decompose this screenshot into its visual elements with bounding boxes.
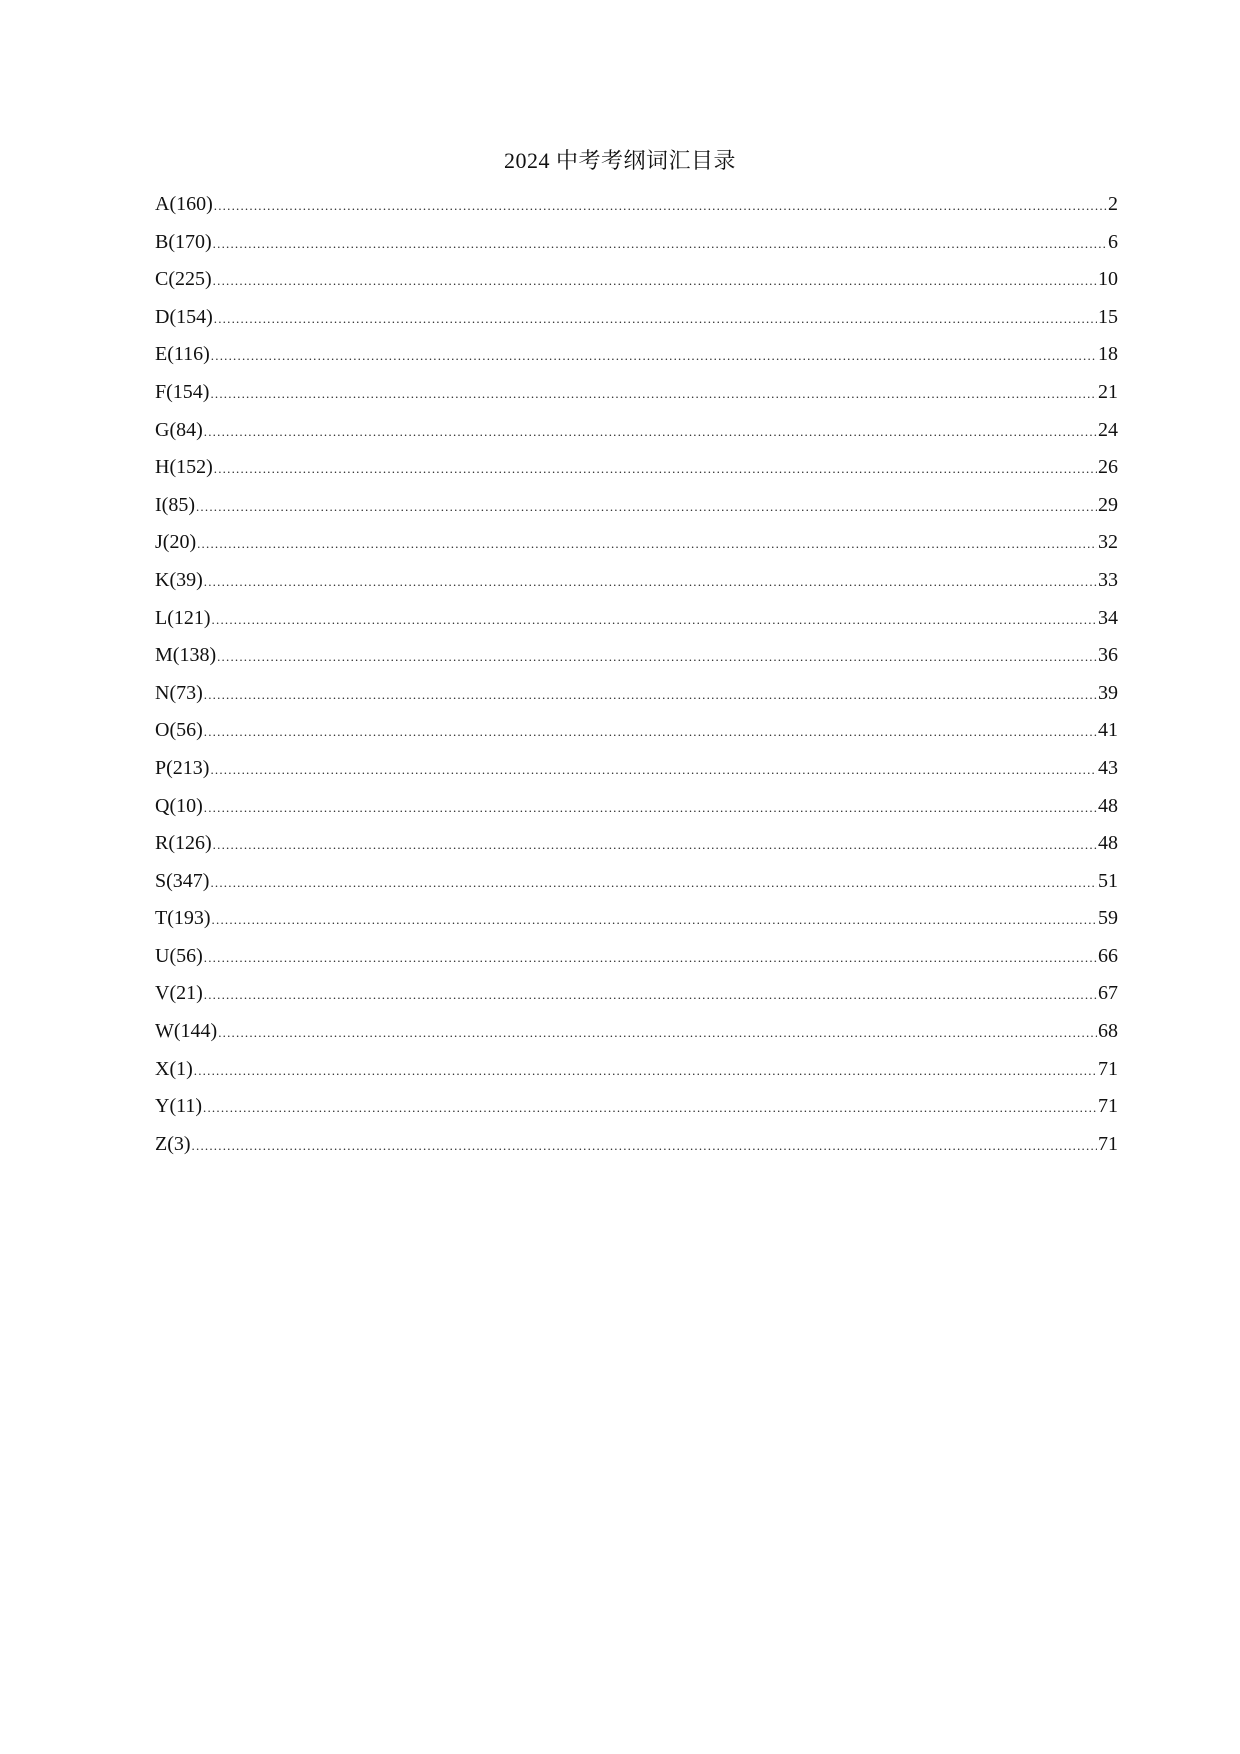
toc-entry-page-number: 71 [1098, 1132, 1118, 1155]
toc-entry-label: W(144) [155, 1020, 218, 1043]
toc-dot-leader [214, 306, 1097, 332]
toc-dot-leader [204, 795, 1097, 821]
toc-entry-page-number: 26 [1098, 456, 1118, 479]
toc-entry-page-number: 21 [1098, 380, 1118, 403]
toc-entry-page-number: 51 [1098, 869, 1118, 892]
toc-entry-page-number: 68 [1098, 1020, 1118, 1043]
toc-dot-leader [197, 531, 1097, 557]
toc-entry-label: Z(3) [155, 1132, 191, 1155]
toc-dot-leader [211, 343, 1097, 369]
toc-entry-j[interactable] [155, 529, 1118, 567]
toc-dot-leader [210, 870, 1097, 896]
toc-entry-page-number: 67 [1098, 982, 1118, 1005]
toc-entry-label: X(1) [155, 1057, 193, 1080]
toc-entry-page-number: 48 [1098, 832, 1118, 855]
toc-entry-label: T(193) [155, 907, 211, 930]
toc-entry-label: F(154) [155, 380, 210, 403]
toc-entry-e[interactable] [155, 341, 1118, 379]
toc-entry-page-number: 41 [1098, 719, 1118, 742]
toc-dot-leader [214, 456, 1097, 482]
toc-entry-page-number: 10 [1098, 268, 1118, 291]
toc-entry-n[interactable] [155, 680, 1118, 718]
toc-entry-label: U(56) [155, 944, 203, 967]
toc-entry-label: G(84) [155, 418, 203, 441]
toc-entry-label: D(154) [155, 305, 213, 328]
toc-entry-label: R(126) [155, 832, 212, 855]
toc-entry-page-number: 43 [1098, 756, 1118, 779]
toc-entry-w[interactable] [155, 1018, 1118, 1056]
toc-dot-leader [217, 644, 1097, 670]
toc-entry-s[interactable] [155, 868, 1118, 906]
toc-entry-label: A(160) [155, 193, 213, 215]
toc-entry-label: J(20) [155, 531, 197, 554]
toc-dot-leader [213, 231, 1107, 257]
toc-entry-label: C(225) [155, 268, 212, 291]
toc-entry-label: O(56) [155, 719, 203, 742]
toc-entry-y[interactable] [155, 1093, 1118, 1131]
toc-dot-leader [196, 494, 1097, 520]
toc-entry-label: Q(10) [155, 794, 203, 817]
toc-dot-leader [212, 907, 1097, 933]
toc-entry-q[interactable] [155, 793, 1118, 831]
toc-entry-page-number: 59 [1098, 907, 1118, 930]
toc-entry-label: N(73) [155, 681, 203, 704]
toc-entry-label: Y(11) [155, 1095, 203, 1118]
toc-dot-leader [204, 719, 1097, 745]
toc-entry-label: I(85) [155, 493, 195, 516]
toc-entry-page-number: 6 [1108, 230, 1118, 253]
toc-entry-f[interactable] [155, 379, 1118, 417]
toc-dot-leader [214, 193, 1107, 219]
toc-dot-leader [210, 381, 1097, 407]
toc-entry-o[interactable] [155, 717, 1118, 755]
toc-entry-page-number: 33 [1098, 568, 1118, 591]
toc-entry-p[interactable] [155, 755, 1118, 793]
toc-entry-h[interactable] [155, 454, 1118, 492]
toc-entry-u[interactable] [155, 943, 1118, 981]
toc-entry-page-number: 24 [1098, 418, 1118, 441]
toc-dot-leader [204, 945, 1097, 971]
toc-dot-leader [194, 1058, 1097, 1084]
toc-entry-v[interactable] [155, 980, 1118, 1018]
toc-dot-leader [204, 682, 1097, 708]
toc-entry-page-number: 15 [1098, 305, 1118, 328]
table-of-contents [155, 191, 1118, 1168]
toc-entry-label: E(116) [155, 343, 210, 366]
toc-entry-page-number: 39 [1098, 681, 1118, 704]
toc-entry-label: M(138) [155, 644, 217, 667]
toc-entry-page-number: 18 [1098, 343, 1118, 366]
toc-dot-leader [192, 1133, 1097, 1159]
toc-entry-l[interactable] [155, 605, 1118, 643]
toc-entry-page-number: 29 [1098, 493, 1118, 516]
toc-entry-z[interactable] [155, 1131, 1118, 1169]
toc-entry-label: K(39) [155, 568, 203, 591]
toc-entry-page-number: 71 [1098, 1095, 1118, 1118]
toc-entry-k[interactable] [155, 567, 1118, 605]
toc-entry-label: P(213) [155, 756, 210, 779]
toc-entry-r[interactable] [155, 830, 1118, 868]
toc-entry-page-number: 32 [1098, 531, 1118, 554]
toc-entry-g[interactable] [155, 417, 1118, 455]
toc-dot-leader [212, 607, 1097, 633]
toc-entry-x[interactable] [155, 1056, 1118, 1094]
toc-entry-page-number: 71 [1098, 1057, 1118, 1080]
toc-entry-label: B(170) [155, 230, 212, 253]
toc-dot-leader [210, 757, 1097, 783]
toc-entry-d[interactable] [155, 304, 1118, 342]
toc-entry-page-number: 2 [1108, 193, 1118, 215]
toc-entry-m[interactable] [155, 642, 1118, 680]
toc-entry-label: S(347) [155, 869, 210, 892]
toc-entry-page-number: 36 [1098, 644, 1118, 667]
toc-entry-i[interactable] [155, 492, 1118, 530]
toc-dot-leader [203, 1095, 1097, 1121]
toc-dot-leader [218, 1020, 1097, 1046]
toc-entry-page-number: 66 [1098, 944, 1118, 967]
page-title: 2024 中考考纲词汇目录 [503, 148, 736, 173]
toc-dot-leader [204, 982, 1097, 1008]
toc-entry-t[interactable] [155, 905, 1118, 943]
toc-dot-leader [204, 569, 1097, 595]
toc-dot-leader [204, 419, 1097, 445]
toc-entry-a[interactable] [155, 191, 1118, 229]
toc-entry-label: V(21) [155, 982, 203, 1005]
toc-dot-leader [213, 832, 1097, 858]
toc-dot-leader [213, 268, 1097, 294]
toc-entry-label: H(152) [155, 456, 213, 479]
toc-entry-page-number: 48 [1098, 794, 1118, 817]
toc-entry-label: L(121) [155, 606, 211, 629]
toc-entry-c[interactable] [155, 266, 1118, 304]
toc-entry-page-number: 34 [1098, 606, 1118, 629]
toc-entry-b[interactable] [155, 229, 1118, 267]
